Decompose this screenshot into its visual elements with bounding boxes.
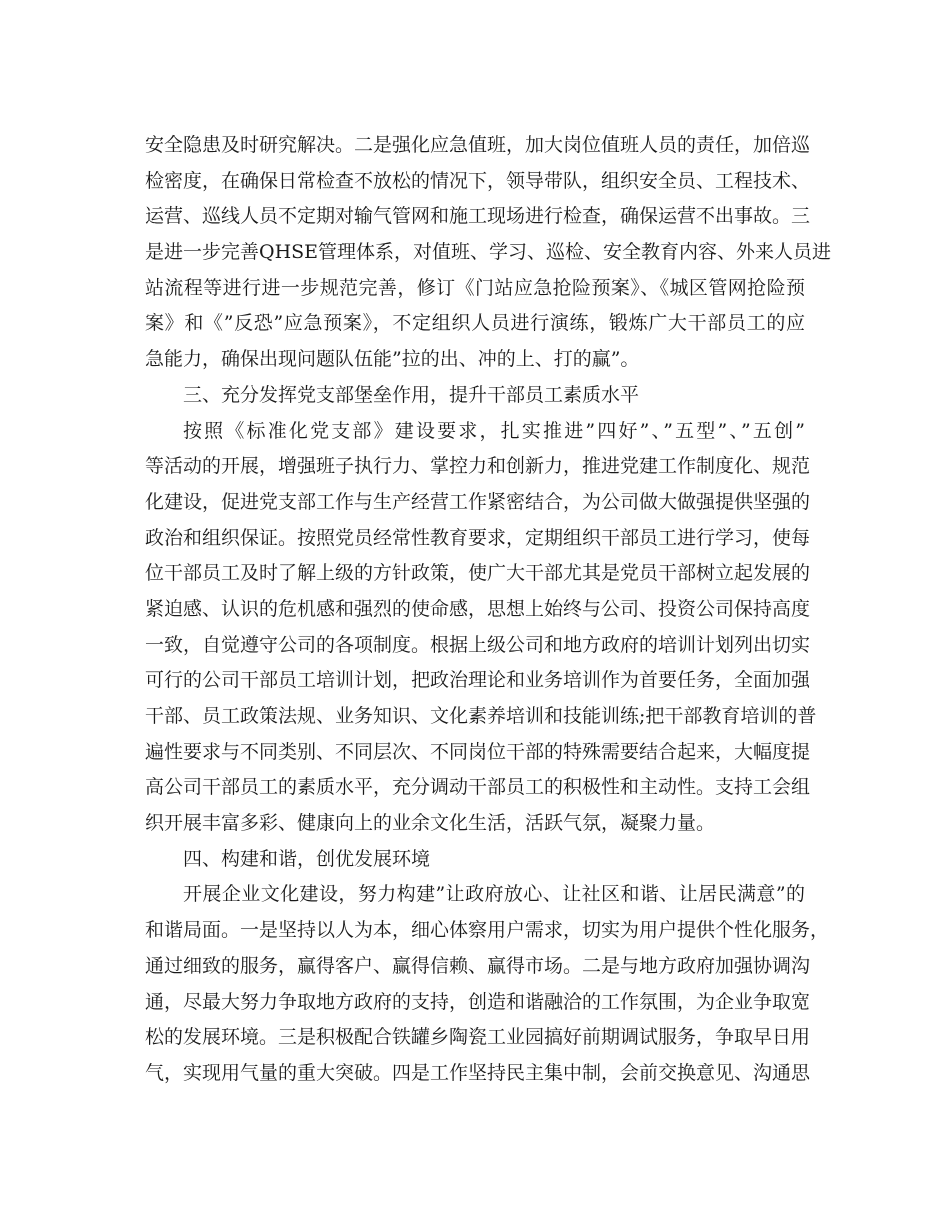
text-line: 站流程等进行进一步规范完善，修订《门站应急抢险预案》、《城区管网抢险预 bbox=[145, 276, 805, 299]
text-line: 案》和《”反恐”应急预案》，不定组织人员进行演练，锻炼广大干部员工的应 bbox=[145, 312, 805, 335]
text-line: 安全隐患及时研究解决。二是强化应急值班，加大岗位值班人员的责任，加倍巡 bbox=[145, 134, 811, 156]
text-line: 一致，自觉遵守公司的各项制度。根据上级公司和地方政府的培训计划列出切实 bbox=[145, 633, 811, 656]
body-text bbox=[145, 128, 832, 1092]
text-line: 织开展丰富多彩、健康向上的业余文化生活，活跃气氛，凝聚力量。 bbox=[145, 812, 716, 835]
text-line: 气，实现用气量的重大突破。四是工作坚持民主集中制，会前交换意见、沟通思 bbox=[145, 1061, 811, 1084]
text-line: 运营、巡线人员不定期对输气管网和施工现场进行检查，确保运营不出事故。三 bbox=[145, 205, 811, 228]
text-line: 开展企业文化建设，努力构建”让政府放心、让社区和谐、让居民满意”的 bbox=[183, 883, 805, 906]
text-line: 高公司干部员工的素质水平，充分调动干部员工的积极性和主动性。支持工会组 bbox=[145, 776, 811, 799]
text-line: 政治和组织保证。按照党员经常性教育要求，定期组织干部员工进行学习，使每 bbox=[145, 526, 811, 549]
text-line: 干部、员工政策法规、业务知识、文化素养培训和技能训练;把干部教育培训的普 bbox=[145, 705, 817, 727]
text-line: 通，尽最大努力争取地方政府的支持，创造和谐融洽的工作氛围，为企业争取宽 bbox=[145, 990, 811, 1013]
text-line: 检密度，在确保日常检查不放松的情况下，领导带队，组织安全员、工程技术、 bbox=[145, 169, 811, 192]
text-line: 遍性要求与不同类别、不同层次、不同岗位干部的特殊需要结合起来，大幅度提 bbox=[145, 740, 811, 763]
section-heading: 四、构建和谐，创优发展环境 bbox=[183, 847, 431, 870]
text-line: 是进一步完善QHSE管理体系，对值班、学习、巡检、安全教育内容、外来人员进 bbox=[145, 241, 832, 264]
text-line: 可行的公司干部员工培训计划，把政治理论和业务培训作为首要任务，全面加强 bbox=[145, 669, 811, 692]
text-line: 松的发展环境。三是积极配合铁罐乡陶瓷工业园搞好前期调试服务，争取早日用 bbox=[145, 1026, 811, 1049]
text-line: 急能力，确保出现问题队伍能”拉的出、冲的上、打的赢”。 bbox=[145, 348, 640, 371]
section-heading: 三、充分发挥党支部堡垒作用，提升干部员工素质水平 bbox=[183, 383, 640, 406]
text-line: 位干部员工及时了解上级的方针政策，使广大干部尤其是党员干部树立起发展的 bbox=[145, 562, 811, 585]
text-line: 化建设，促进党支部工作与生产经营工作紧密结合，为公司做大做强提供坚强的 bbox=[145, 490, 811, 513]
text-line: 紧迫感、认识的危机感和强烈的使命感，思想上始终与公司、投资公司保持高度 bbox=[145, 597, 811, 620]
text-line: 通过细致的服务，赢得客户、赢得信赖、赢得市场。二是与地方政府加强协调沟 bbox=[145, 954, 811, 977]
text-line: 等活动的开展，增强班子执行力、掌控力和创新力，推进党建工作制度化、规范 bbox=[145, 455, 811, 478]
text-line: 按照《标准化党支部》建设要求，扎实推进”四好”、”五型”、”五创” bbox=[183, 419, 805, 442]
text-line: 和谐局面。一是坚持以人为本，细心体察用户需求，切实为用户提供个性化服务， bbox=[145, 919, 830, 942]
